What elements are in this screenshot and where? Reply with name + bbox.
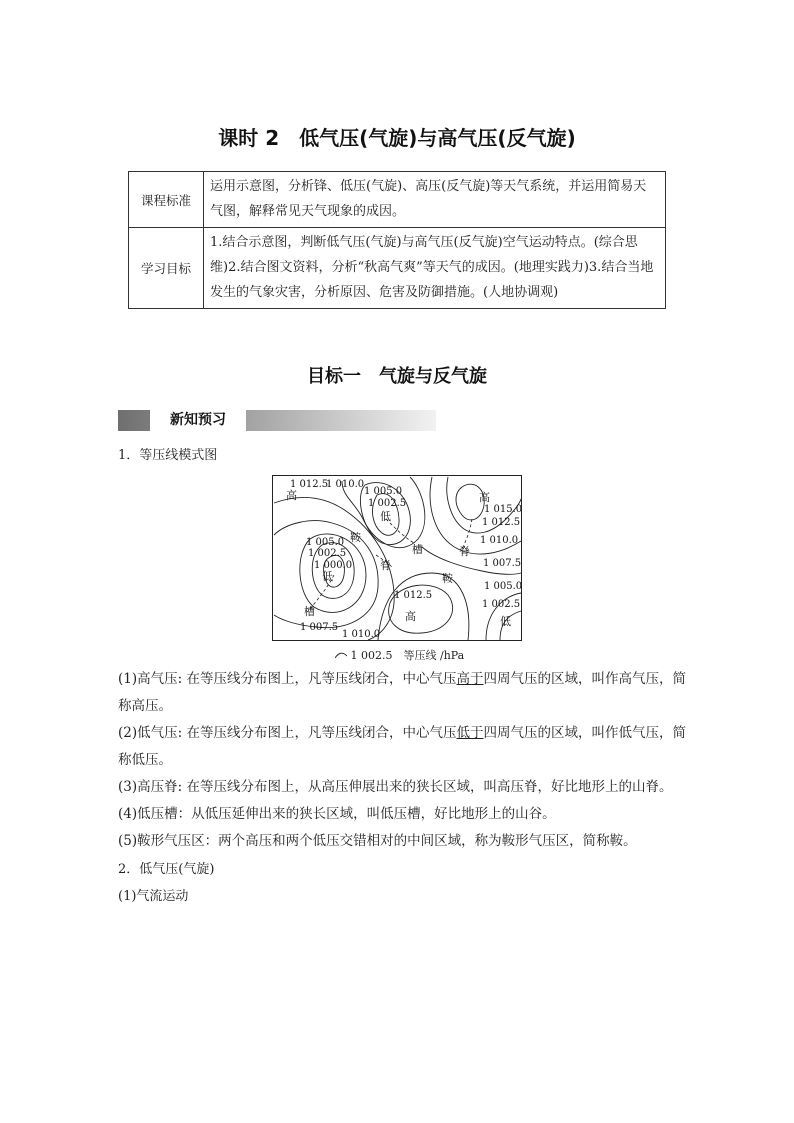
low-label: 低 bbox=[380, 510, 391, 523]
isobar-label: 1 000.0 bbox=[314, 560, 353, 571]
map-legend-text: 1 002.5 等压线 /hPa bbox=[350, 649, 465, 662]
table-header-cell: 学习目标 bbox=[129, 228, 204, 309]
definition-key: 高于 bbox=[456, 671, 484, 687]
item-subtitle: (1)气流运动 bbox=[118, 889, 189, 904]
table-content-cell: 1.结合示意图，判断低气压(气旋)与高气压(反气旋)空气运动特点。(综合思维)2.结合图文资料，分析“秋高气爽”等天气的成因。(地理实践力)3.结合当地发生的气象灾害，分析原因、危害及防御措施。(人地协调观) bbox=[204, 228, 666, 309]
definition-low bbox=[118, 720, 686, 774]
table-row bbox=[129, 172, 666, 228]
ridge-label: 脊 bbox=[459, 545, 470, 558]
isobar-label: 1 012.5 bbox=[394, 590, 433, 601]
isobar-label: 1 005.0 bbox=[306, 537, 345, 548]
definition-key: 低于 bbox=[456, 725, 484, 741]
isobar-label: 1 002.5 bbox=[308, 548, 347, 559]
isobar-label: 1 012.5 bbox=[482, 517, 521, 528]
item-title: 2．低气压(气旋) bbox=[118, 862, 215, 877]
trough-label: 槽 bbox=[304, 605, 315, 618]
definition-ridge: (3)高压脊: 在等压线分布图上，从高压伸展出来的狭长区域，叫高压脊，好比地形上的山脊。 bbox=[118, 779, 673, 795]
low-label: 低 bbox=[500, 615, 511, 628]
section-title: 目标一 气旋与反气旋 bbox=[307, 366, 487, 387]
item-title: 1．等压线模式图 bbox=[118, 448, 218, 463]
table-row bbox=[129, 228, 666, 309]
table-content-cell: 运用示意图，分析锋、低压(气旋)、高压(反气旋)等天气系统，并运用简易天气图，解释常见天气现象的成因。 bbox=[204, 172, 666, 228]
saddle-label: 鞍 bbox=[350, 531, 361, 544]
ridge-label: 脊 bbox=[380, 559, 391, 572]
definition-text: 四周气压的区域，叫作高气压，简称高压。 bbox=[118, 671, 686, 714]
section-bar bbox=[118, 410, 436, 431]
low-label: 低 bbox=[322, 570, 333, 583]
isobar-map bbox=[272, 475, 522, 641]
high-label: 高 bbox=[479, 491, 490, 504]
definition-saddle: (5)鞍形气压区：两个高压和两个低压交错相对的中间区域，称为鞍形气压区，简称鞍。 bbox=[118, 833, 637, 849]
table-header-cell: 课程标准 bbox=[129, 172, 204, 228]
isobar-label: 1 010.0 bbox=[326, 479, 365, 490]
isobar-label: 1 002.5 bbox=[482, 599, 521, 610]
page-title: 课时 2 低气压(气旋)与高气压(反气旋) bbox=[218, 126, 576, 150]
isobar-label: 1 010.0 bbox=[480, 535, 519, 546]
definition-text: (1)高气压: 在等压线分布图上，凡等压线闭合，中心气压 bbox=[118, 671, 457, 687]
isobar-label: 1 015.0 bbox=[484, 504, 522, 515]
isobar-label: 1 002.5 bbox=[368, 498, 407, 509]
isobar-label: 1 007.5 bbox=[300, 622, 339, 633]
definition-text: (2)低气压: 在等压线分布图上，凡等压线闭合，中心气压 bbox=[118, 725, 457, 741]
isobar-label: 1 010.0 bbox=[342, 629, 381, 640]
isobar-label: 1 007.5 bbox=[483, 558, 522, 569]
isobar-label: 1 005.0 bbox=[484, 581, 522, 592]
definition-text: 四周气压的区域，叫作低气压，简称低压。 bbox=[118, 725, 686, 768]
definition-trough: (4)低压槽：从低压延伸出来的狭长区域，叫低压槽，好比地形上的山谷。 bbox=[118, 806, 556, 822]
isobar-legend-icon bbox=[335, 652, 347, 660]
saddle-label: 鞍 bbox=[442, 572, 453, 585]
isobar-label: 1 012.5 bbox=[290, 479, 329, 490]
trough-label: 槽 bbox=[412, 543, 423, 556]
definition-high bbox=[118, 666, 686, 720]
high-label: 高 bbox=[286, 489, 297, 502]
section-bar-label: 新知预习 bbox=[150, 410, 246, 431]
standards-table bbox=[128, 171, 666, 309]
isobar-label: 1 005.0 bbox=[364, 486, 403, 497]
map-legend bbox=[335, 647, 464, 663]
high-label: 高 bbox=[405, 610, 416, 623]
